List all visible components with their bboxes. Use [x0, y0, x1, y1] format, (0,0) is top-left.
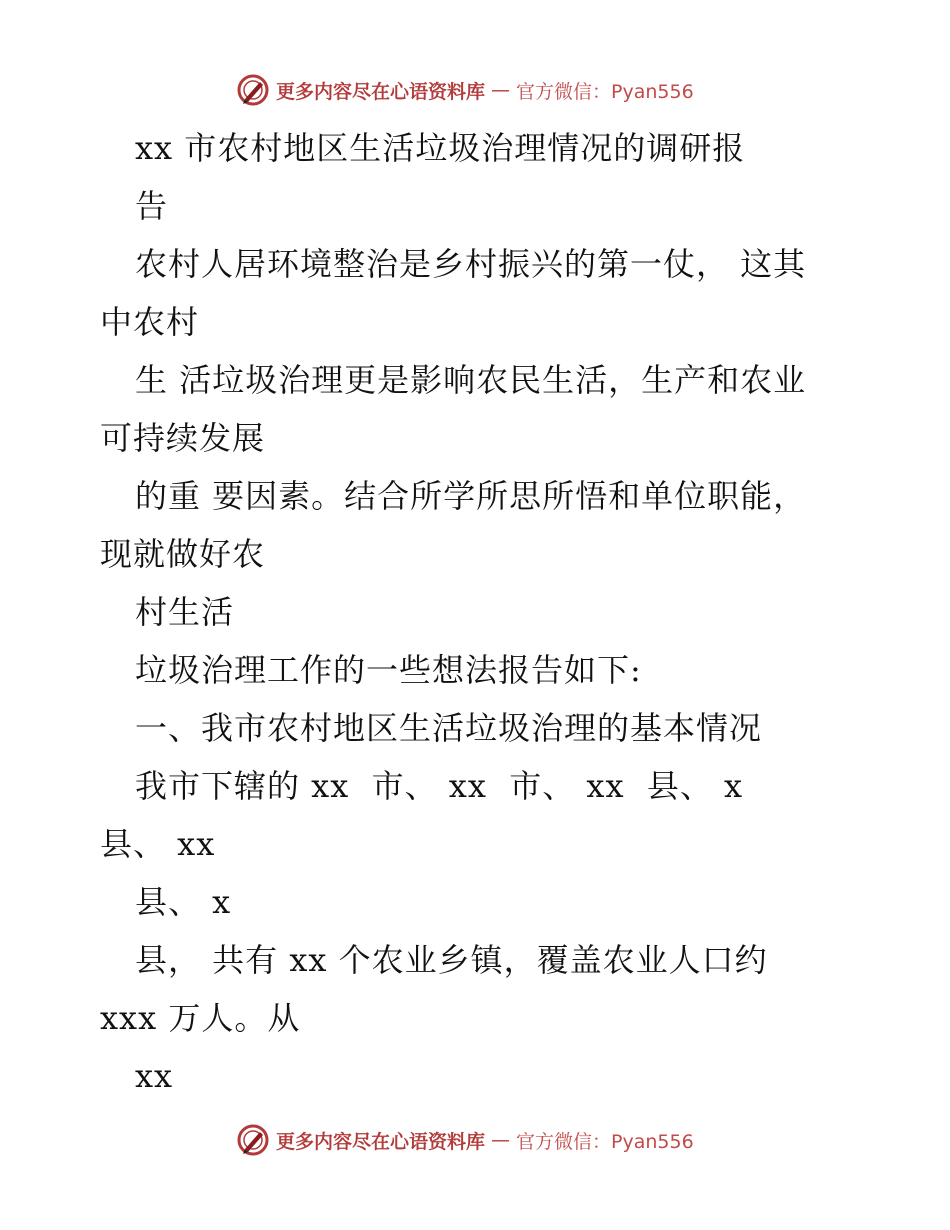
paragraph-line: 县、 x — [135, 883, 232, 921]
paragraph-line: 垃圾治理工作的一些想法报告如下: — [135, 651, 642, 689]
watermark-separator: — — [491, 79, 511, 101]
document-title-line-1: xx 市农村地区生活垃圾治理情况的调研报 — [135, 129, 746, 167]
header-watermark — [236, 72, 694, 108]
watermark-contact: 官方微信：Pyan556 — [516, 80, 694, 103]
watermark-text: 更多内容尽在心语资料库 — [276, 80, 486, 103]
paragraph-line: 县、 xx — [100, 825, 216, 863]
paragraph-line: 我市下辖的 xx 市、 xx 市、 xx 县、 x — [135, 767, 744, 805]
paragraph-line: 县， 共有 xx 个农业乡镇，覆盖农业人口约 — [135, 941, 768, 979]
paragraph-line: 村生活 — [135, 593, 235, 631]
section-heading: 一、我市农村地区生活垃圾治理的基本情况 — [135, 709, 763, 747]
watermark-contact: 官方微信：Pyan556 — [516, 1130, 694, 1153]
red-pen-seal-icon — [236, 73, 270, 107]
footer-watermark — [236, 1122, 694, 1158]
paragraph-line: 农村人居环境整治是乡村振兴的第一仗， 这其 — [135, 245, 807, 283]
paragraph-line: 的重 要因素。结合所学所思所悟和单位职能， — [135, 477, 807, 515]
paragraph-line: 中农村 — [100, 303, 200, 341]
paragraph-line: 生 活垃圾治理更是影响农民生活，生产和农业 — [135, 361, 807, 399]
red-pen-seal-icon — [236, 1123, 270, 1157]
paragraph-line: 可持续发展 — [100, 419, 266, 457]
paragraph-line: 现就做好农 — [100, 535, 266, 573]
watermark-separator: — — [491, 1129, 511, 1151]
document-title-line-2: 告 — [135, 187, 169, 225]
watermark-text: 更多内容尽在心语资料库 — [276, 1130, 486, 1153]
paragraph-line: xx — [135, 1057, 174, 1095]
paragraph-line: xxx 万人。从 — [100, 999, 301, 1037]
